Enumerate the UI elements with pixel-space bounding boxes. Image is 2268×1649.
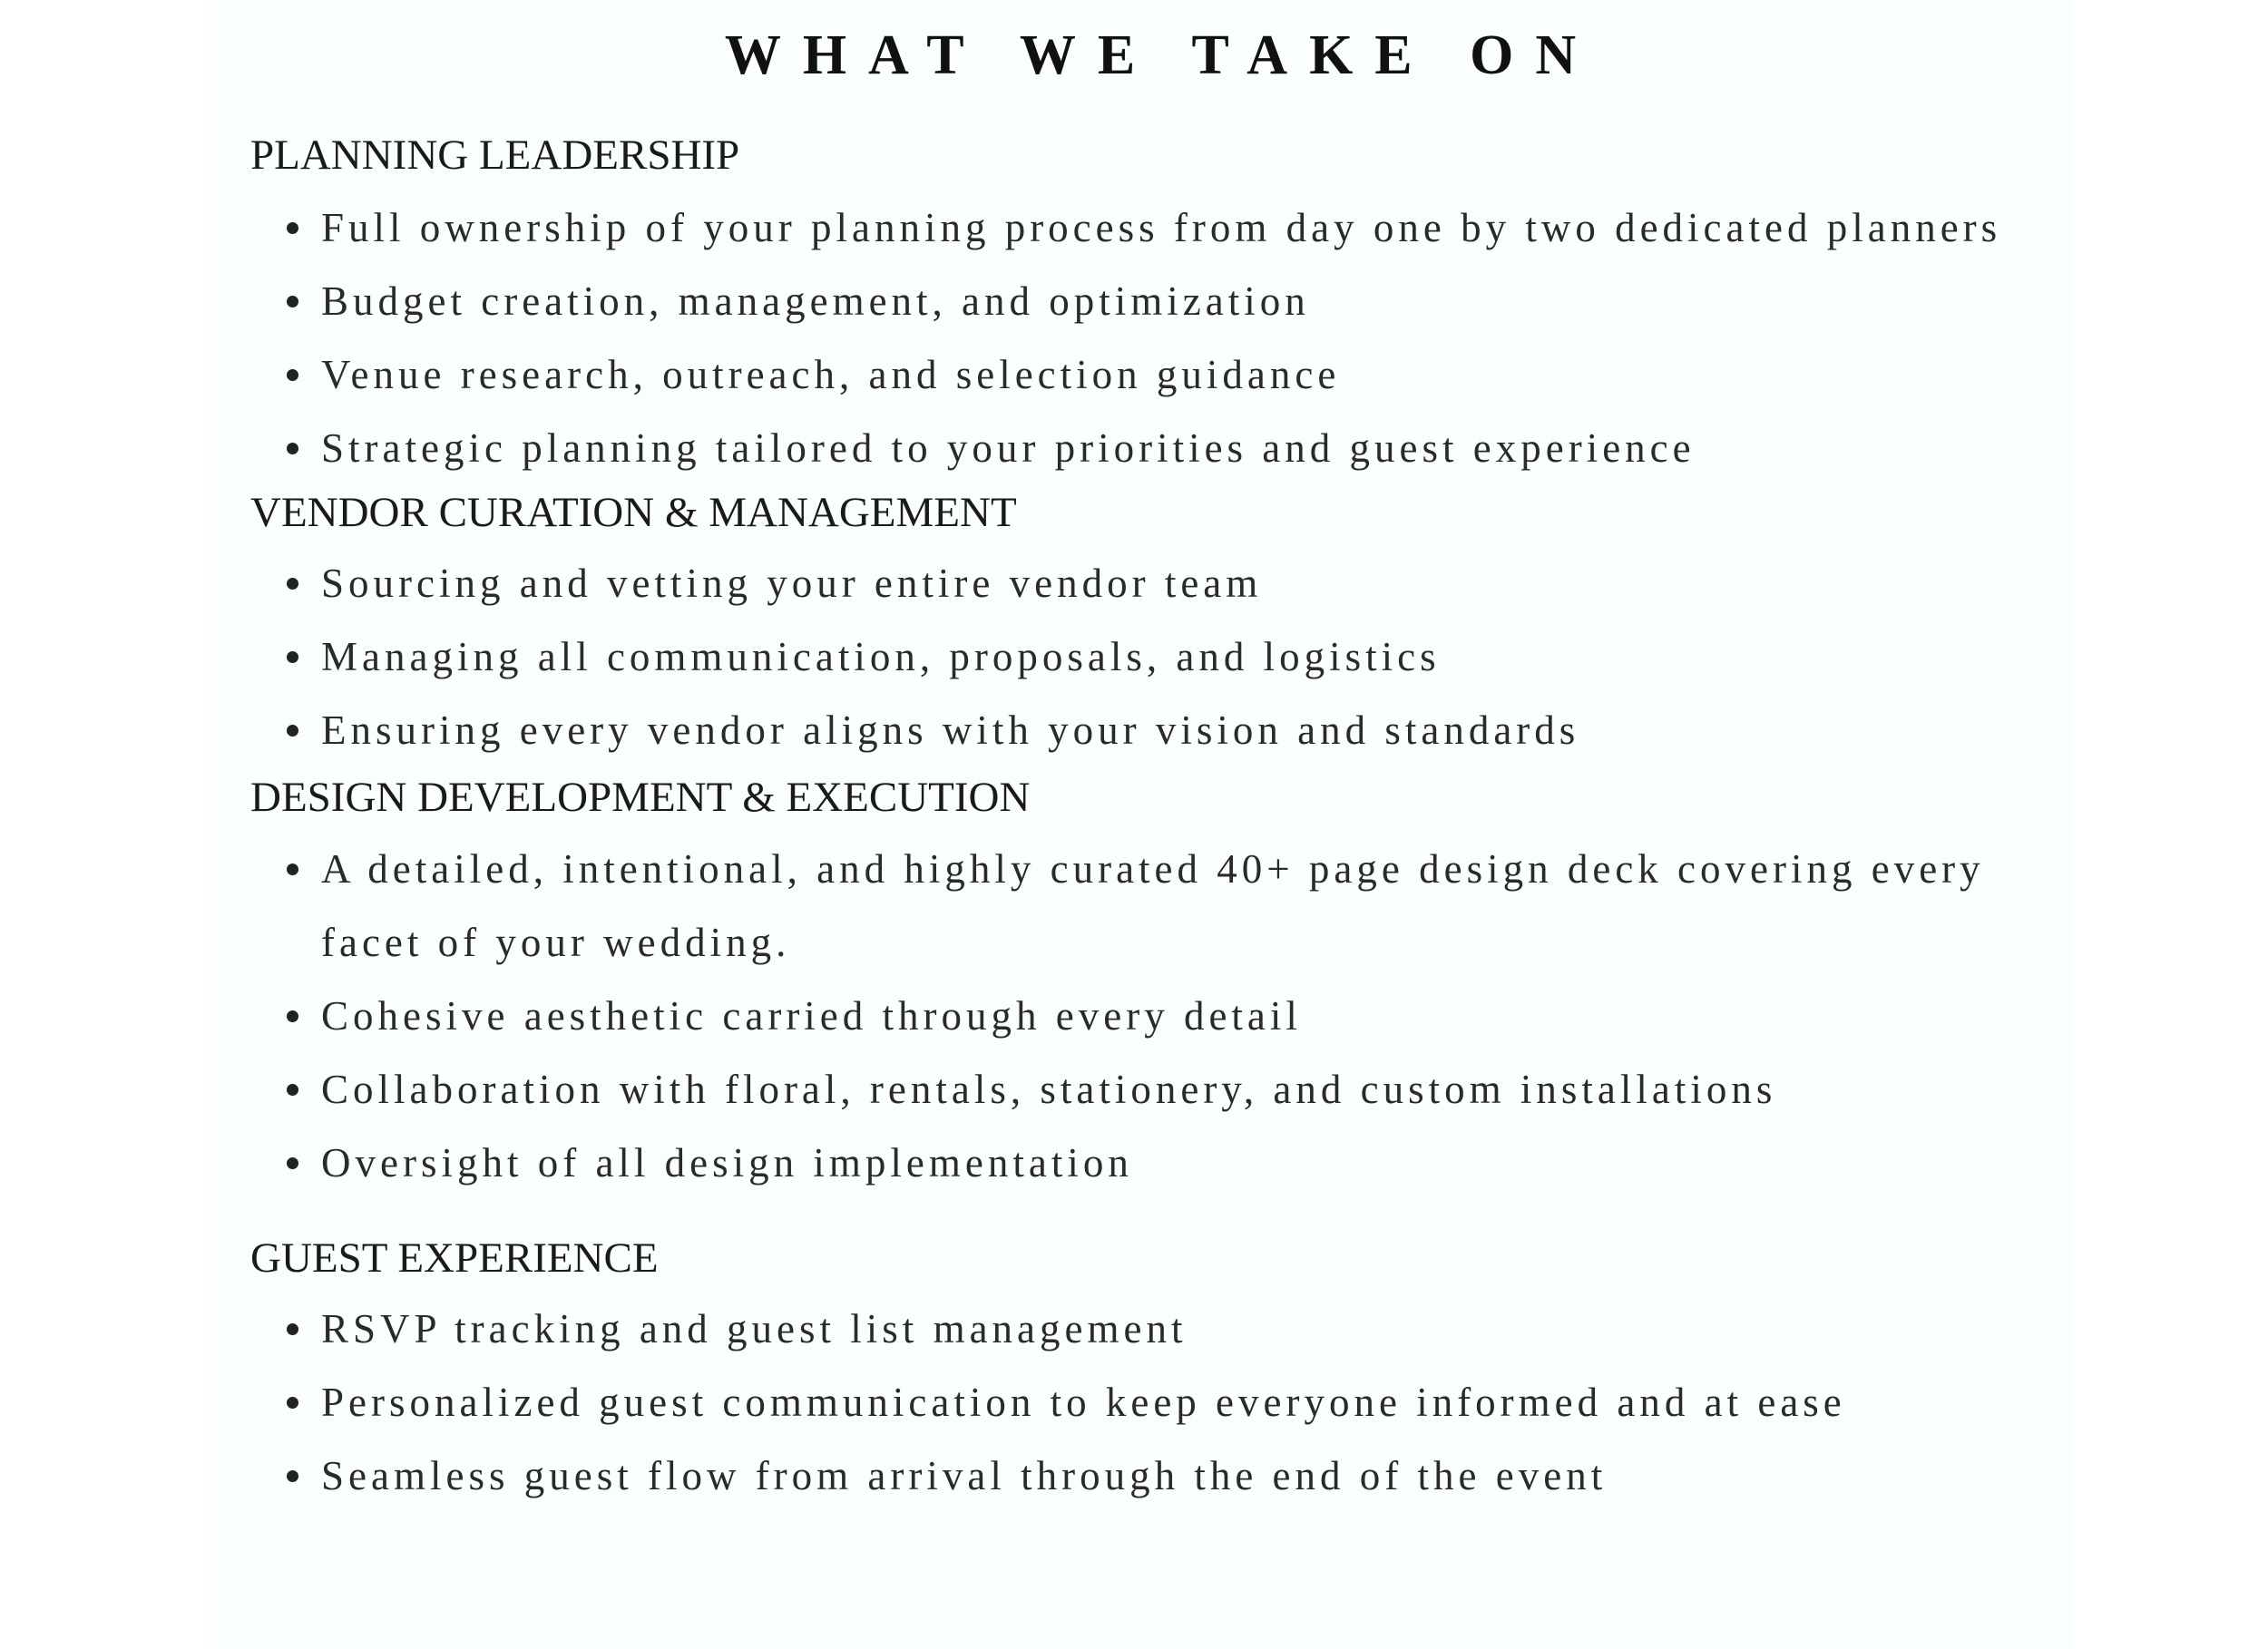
list-item-text: Sourcing and vetting your entire vendor team (321, 561, 1263, 606)
bullet-icon (287, 1084, 298, 1096)
guest-experience-list (209, 1293, 2073, 1513)
list-item (209, 1127, 2073, 1200)
list-item (209, 1293, 2073, 1366)
list-item-text: Strategic planning tailored to your priorities and guest experience (321, 425, 1696, 471)
section-heading-planning-leadership: PLANNING LEADERSHIP (250, 132, 740, 179)
bullet-icon (287, 1157, 298, 1169)
list-item (209, 412, 2073, 485)
bullet-icon (287, 725, 298, 737)
list-item (209, 1053, 2073, 1127)
list-item (209, 338, 2073, 412)
planning-leadership-list (209, 191, 2073, 485)
list-item-text: RSVP tracking and guest list management (321, 1306, 1188, 1351)
list-item-text: Venue research, outreach, and selection guidance (321, 352, 1341, 397)
list-item (209, 265, 2073, 338)
bullet-icon (287, 222, 298, 234)
bullet-icon (287, 864, 298, 875)
list-item (209, 694, 2073, 767)
list-item (209, 980, 2073, 1053)
bullet-icon (287, 443, 298, 454)
list-item (209, 1366, 2073, 1439)
list-item-text: Budget creation, management, and optimization (321, 278, 1310, 324)
list-item-text: Seamless guest flow from arrival through the end of the event (321, 1453, 1608, 1498)
list-item-text: Cohesive aesthetic carried through every detail (321, 993, 1302, 1039)
list-item (209, 1439, 2073, 1513)
list-item-text: A detailed, intentional, and highly curated 40+ page design deck covering every facet of your wedding. (321, 846, 1985, 965)
bullet-icon (287, 1323, 298, 1335)
list-item-text: Collaboration with floral, rentals, stationery, and custom installations (321, 1067, 1777, 1112)
design-development-list (209, 833, 2073, 1200)
bullet-icon (287, 296, 298, 307)
list-item-text: Ensuring every vendor aligns with your vision and standards (321, 707, 1580, 753)
bullet-icon (287, 369, 298, 381)
bullet-icon (287, 651, 298, 663)
page-title: WHAT WE TAKE ON (724, 24, 1598, 86)
content-panel (209, 0, 2073, 1649)
list-item (209, 547, 2073, 620)
list-item-text: Managing all communication, proposals, and logistics (321, 634, 1441, 679)
section-heading-vendor-curation: VENDOR CURATION & MANAGEMENT (250, 489, 1017, 536)
section-heading-design-development: DESIGN DEVELOPMENT & EXECUTION (250, 774, 1031, 821)
vendor-curation-list (209, 547, 2073, 767)
list-item (209, 833, 2073, 980)
list-item (209, 620, 2073, 694)
bullet-icon (287, 1010, 298, 1022)
list-item-text: Full ownership of your planning process from day one by two dedicated planners (321, 205, 2002, 250)
bullet-icon (287, 1397, 298, 1409)
bullet-icon (287, 1470, 298, 1482)
list-item-text: Oversight of all design implementation (321, 1140, 1133, 1186)
list-item-text: Personalized guest communication to keep everyone informed and at ease (321, 1380, 1846, 1425)
section-heading-guest-experience: GUEST EXPERIENCE (250, 1234, 659, 1282)
list-item (209, 191, 2073, 265)
bullet-icon (287, 578, 298, 590)
